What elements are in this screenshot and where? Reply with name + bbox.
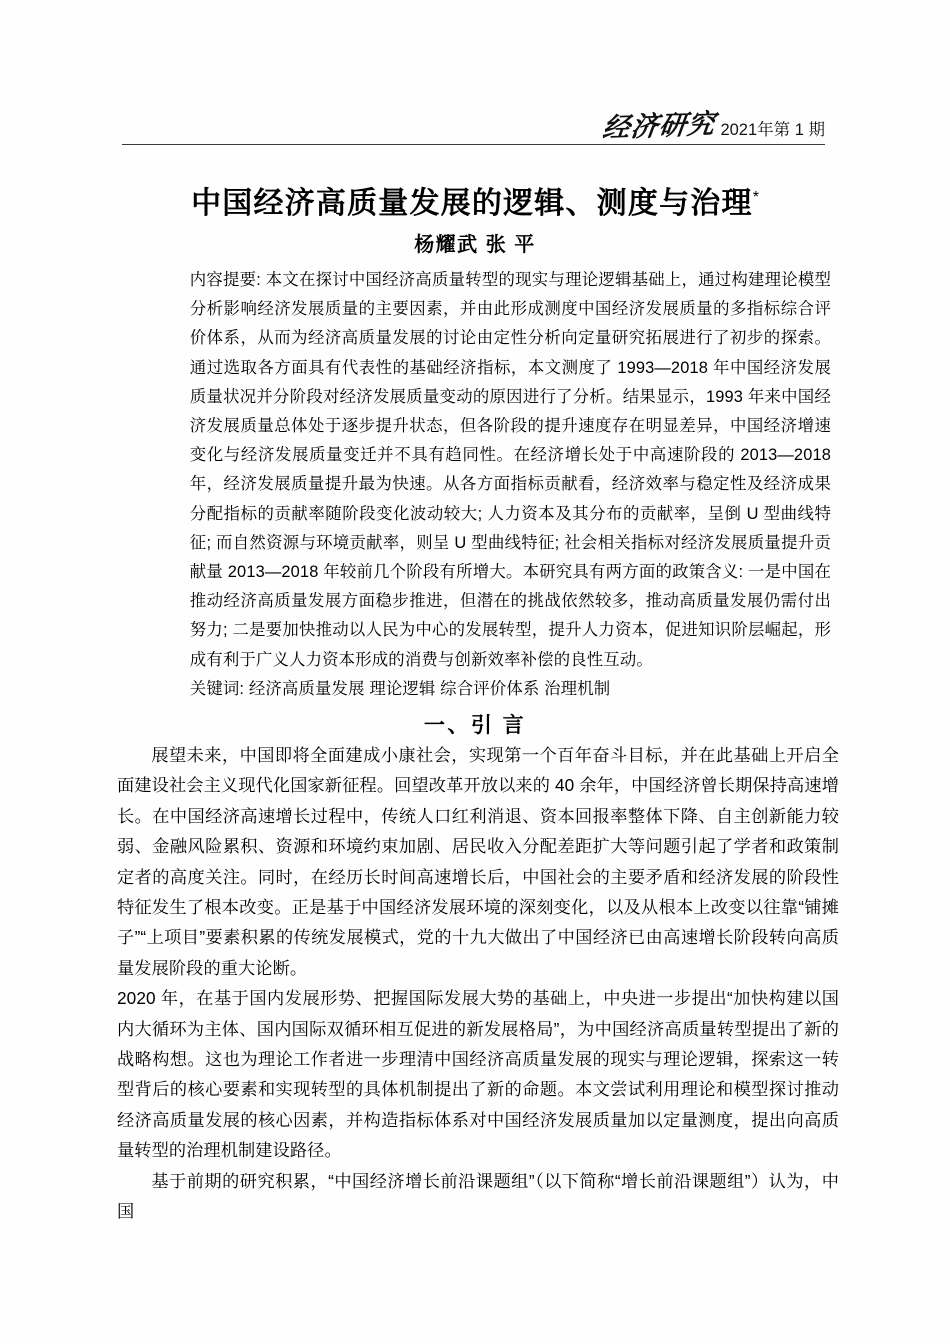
issue-label: 2021年第 1 期 [720, 120, 825, 139]
body-paragraph: 展望未来，中国即将全面建成小康社会，实现第一个百年奋斗目标，并在此基础上开启全面建设社会主义现代化国家新征程。回望改革开放以来的 40 余年，中国经济曾长期保持高速增长。在中国经济高速增长过程中，传统人口红利消退、资本回报率整体下降、自主创新能力较弱、金融风险累积、资源和环境约束加剧、居民收入分配差距扩大等问题引起了学者和政策制定者的高度关注。同时，在经历长时间高速增长后，中国社会的主要矛盾和经济发展的阶段性特征发生了根本改变。正是基于中国经济发展环境的深刻变化，以及从根本上改变以往靠“铺摊子”“上项目”要素积累的传统发展模式，党的十九大做出了中国经济已由高速增长阶段转向高质量发展阶段的重大论断。 [117, 745, 839, 978]
masthead [122, 96, 825, 144]
authors: 杨耀武 张 平 [414, 234, 536, 256]
body-paragraph: 2020 年，在基于国内发展形势、把握国际发展大势的基础上，中央进一步提出“加快构建以国内大循环为主体、国内国际双循环相互促进的新发展格局”，为中国经济高质量转型提出了新的战略构想。这也为理论工作者进一步理清中国经济高质量发展的现实与理论逻辑，探索这一转型背后的核心要素和实现转型的具体机制提出了新的命题。本文尝试利用理论和模型探讨推动经济高质量发展的核心因素，并构造指标体系对中国经济发展质量加以定量测度，提出向高质量转型的治理机制建设路径。 [117, 988, 839, 1161]
body-paragraph: 基于前期的研究积累，“中国经济增长前沿课题组”（以下简称“增长前沿课题组”）认为，中国 [117, 1170, 839, 1222]
title-footnote-marker: * [752, 189, 759, 207]
keywords: 关键词: 经济高质量发展 理论逻辑 综合评价体系 治理机制 [189, 679, 611, 698]
page-title-text: 中国经济高质量发展的逻辑、测度与治理 [191, 187, 753, 221]
abstract-block [157, 266, 831, 704]
body-text [117, 740, 839, 1227]
abstract-text: 内容提要: 本文在探讨中国经济高质量转型的现实与理论逻辑基础上，通过构建理论模型分析影响经济发展质量的主要因素，并由此形成测度中国经济发展质量的多指标综合评价体系，从而为经济高质量发展的讨论由定性分析向定量研究拓展进行了初步的探索。通过选取各方面具有代表性的基础经济指标，本文测度了 1993—2018 年中国经济发展质量状况并分阶段对经济发展质量变动的原因进行了分析。结果显示，1993 年来中国经济发展质量总体处于逐步提升状态，但各阶段的提升速度存在明显差异，中国经济增速变化与经济发展质量变迁并不具有趋同性。在经济增长处于中高速阶段的 2013—2018 年，经济发展质量提升最为快速。从各方面指标贡献看，经济效率与稳定性及经济成果分配指标的贡献率随阶段变化波动较大; 人力资本及其分布的贡献率，呈倒 U 型曲线特征; 而自然资源与环境贡献率，则呈 U 型曲线特征; 社会相关指标对经济发展质量提升贡献量 2013—2018 年较前几个阶段有所增大。本研究具有两方面的政策含义: 一是中国在推动经济高质量发展方面稳步推进，但潜在的挑战依然较多，推动高质量发展仍需付出努力; 二是要加快推动以人民为中心的发展转型，提升人力资本，促进知识阶层崛起，形成有利于广义人力资本形成的消费与创新效率补偿的良性互动。 [189, 271, 831, 669]
journal-logo: 经济研究 [601, 108, 718, 145]
section-heading-introduction: 一、引 言 [423, 714, 527, 738]
header-divider [122, 144, 825, 145]
page-title [0, 178, 950, 222]
